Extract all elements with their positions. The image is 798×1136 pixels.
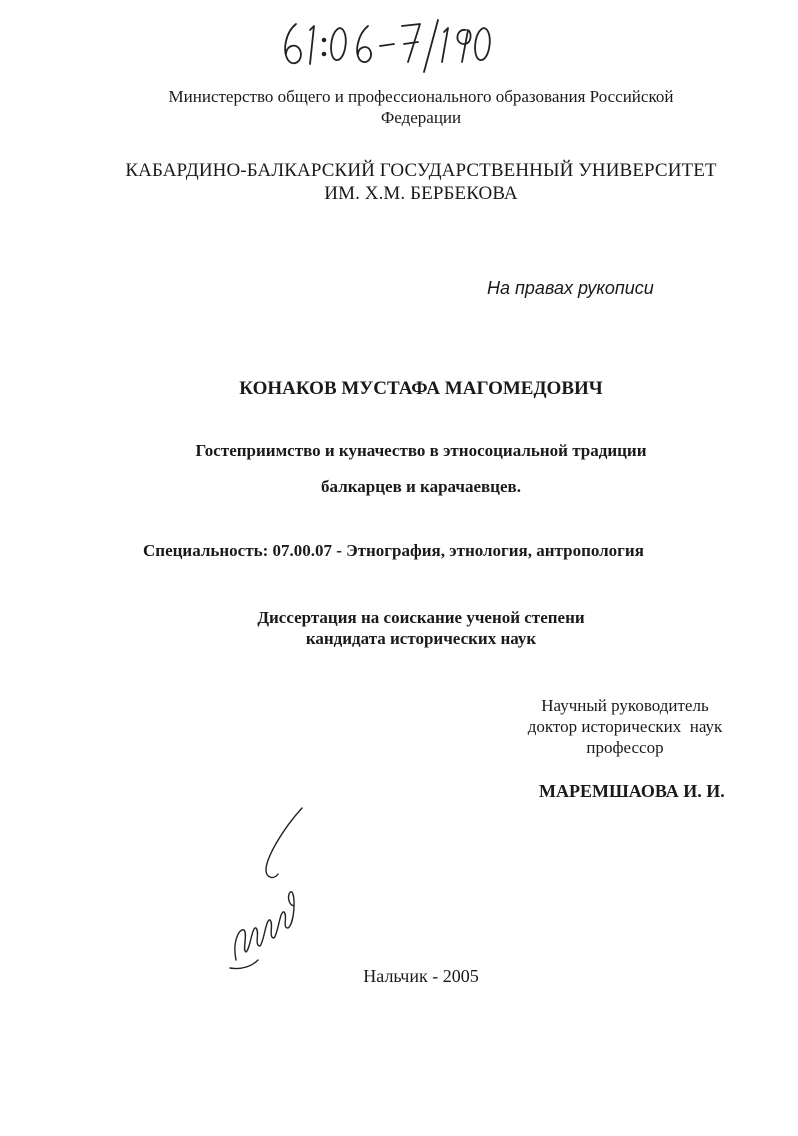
- ministry-line-1: Министерство общего и профессионального образования Российской: [168, 87, 674, 106]
- advisor-degree: доктор исторических наук: [527, 717, 723, 736]
- archive-number-handwriting: [278, 14, 498, 76]
- university-line-1: КАБАРДИНО-БАЛКАРСКИЙ ГОСУДАРСТВЕННЫЙ УНИВЕРСИТЕТ: [125, 160, 717, 181]
- degree-line-2: кандидата исторических наук: [305, 629, 537, 648]
- advisor-rank: профессор: [586, 738, 664, 757]
- manuscript-rights-note: На правах рукописи: [487, 278, 654, 298]
- ministry-line-2: Федерации: [380, 108, 462, 127]
- advisor-name: МАРЕМШАОВА И. И.: [539, 781, 725, 801]
- signature-strokes: [222, 800, 332, 980]
- ministry-heading: [0, 86, 798, 128]
- university-line-2: ИМ. Х.М. БЕРБЕКОВА: [324, 183, 518, 204]
- archive-number-stamp: [278, 14, 498, 76]
- author-name: КОНАКОВ МУСТАФА МАГОМЕДОВИЧ: [239, 378, 603, 399]
- university-heading: [0, 159, 798, 205]
- city-and-year: Нальчик - 2005: [363, 966, 479, 986]
- scientific-advisor-block: [510, 695, 740, 758]
- specialty-line: Специальность: 07.00.07 - Этнография, этнология, антропология: [143, 541, 644, 560]
- degree-line-1: Диссертация на соискание ученой степени: [257, 608, 585, 627]
- advisor-role: Научный руководитель: [541, 696, 709, 715]
- handwritten-signature: [222, 800, 332, 980]
- dissertation-title-line-2: балкарцев и карачаевцев.: [321, 477, 521, 496]
- dissertation-title-line-1: Гостеприимство и куначество в этносоциальной традиции: [195, 441, 647, 460]
- degree-statement: [0, 607, 798, 649]
